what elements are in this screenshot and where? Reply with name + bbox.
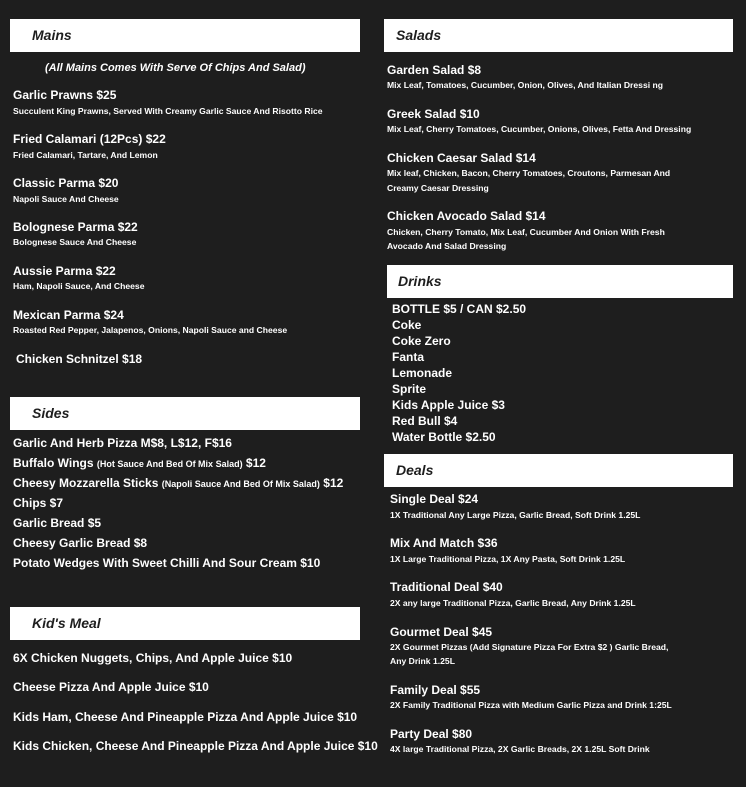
kids-title: Kid's Meal bbox=[32, 615, 101, 631]
menu-item-desc: Succulent King Prawns, Served With Creamy Garlic Sauce And Risotto Rice bbox=[13, 106, 323, 116]
kids-header bbox=[10, 607, 360, 640]
menu-item-name: Greek Salad $10 bbox=[387, 107, 480, 121]
deal-desc: 1X Traditional Any Large Pizza, Garlic Bread, Soft Drink 1.25L bbox=[390, 510, 641, 520]
deal-name: Single Deal $24 bbox=[390, 492, 479, 506]
menu-item-desc: Ham, Napoli Sauce, And Cheese bbox=[13, 281, 145, 291]
kids-item: 6X Chicken Nuggets, Chips, And Apple Juice $10 bbox=[13, 651, 293, 665]
menu-item-name: Classic Parma $20 bbox=[13, 176, 119, 190]
menu-item-desc: Chicken, Cherry Tomato, Mix Leaf, Cucumber And Onion With Fresh bbox=[387, 227, 665, 237]
salads-header bbox=[384, 19, 733, 52]
side-item-price: $12 bbox=[242, 456, 266, 470]
deals-header bbox=[384, 454, 733, 487]
side-item-detail: (Hot Sauce And Bed Of Mix Salad) bbox=[96, 459, 243, 469]
menu-item-desc: Bolognese Sauce And Cheese bbox=[13, 237, 137, 247]
deal-name: Family Deal $55 bbox=[390, 683, 481, 697]
deals-title: Deals bbox=[396, 462, 434, 478]
side-item bbox=[13, 476, 343, 490]
menu-item-name: Fried Calamari (12Pcs) $22 bbox=[13, 132, 166, 146]
menu-item-desc: Avocado And Salad Dressing bbox=[387, 241, 507, 251]
mains-note: (All Mains Comes With Serve Of Chips And Salad) bbox=[45, 62, 306, 74]
deal-desc: 2X any large Traditional Pizza, Garlic Bread, Any Drink 1.25L bbox=[390, 598, 636, 608]
side-item-name: Cheesy Mozzarella Sticks bbox=[13, 476, 162, 490]
side-item-detail: (Napoli Sauce And Bed Of Mix Salad) bbox=[161, 479, 320, 489]
menu-item-desc: Mix leaf, Chicken, Bacon, Cherry Tomatoes, Croutons, Parmesan And bbox=[387, 168, 671, 178]
side-item-name: Buffalo Wings bbox=[13, 456, 97, 470]
menu-item-desc: Napoli Sauce And Cheese bbox=[13, 194, 119, 204]
menu-item-name: Bolognese Parma $22 bbox=[13, 220, 138, 234]
deal-name: Party Deal $80 bbox=[390, 727, 473, 741]
menu-item-desc: Mix Leaf, Tomatoes, Cucumber, Onion, Olives, And Italian Dressi ng bbox=[387, 80, 664, 90]
menu-item-name: Chicken Caesar Salad $14 bbox=[387, 151, 536, 165]
drinks-header bbox=[387, 265, 733, 298]
deal-desc: 2X Family Traditional Pizza with Medium Garlic Pizza and Drink 1:25L bbox=[390, 700, 672, 710]
menu-item-name: Mexican Parma $24 bbox=[13, 308, 124, 322]
deal-name: Mix And Match $36 bbox=[390, 536, 498, 550]
menu-item-desc: Creamy Caesar Dressing bbox=[387, 183, 489, 193]
deal-desc: 2X Gourmet Pizzas (Add Signature Pizza For Extra $2 ) Garlic Bread, bbox=[390, 642, 669, 652]
drink-item: Water Bottle $2.50 bbox=[392, 430, 496, 444]
drink-item: Red Bull $4 bbox=[392, 414, 458, 428]
deal-desc: Any Drink 1.25L bbox=[390, 656, 455, 666]
mains-header bbox=[10, 19, 360, 52]
salads-title: Salads bbox=[396, 27, 442, 43]
drink-item: Lemonade bbox=[392, 366, 453, 380]
drink-item: BOTTLE $5 / CAN $2.50 bbox=[392, 302, 527, 316]
drink-item: Coke Zero bbox=[392, 334, 451, 348]
mains-title: Mains bbox=[32, 27, 72, 43]
kids-item: Kids Ham, Cheese And Pineapple Pizza And Apple Juice $10 bbox=[13, 710, 358, 724]
drink-item: Kids Apple Juice $3 bbox=[392, 398, 505, 412]
side-item: Chips $7 bbox=[13, 496, 64, 510]
menu-item-name: Garden Salad $8 bbox=[387, 63, 482, 77]
sides-title: Sides bbox=[32, 405, 70, 421]
deal-desc: 4X large Traditional Pizza, 2X Garlic Breads, 2X 1.25L Soft Drink bbox=[390, 744, 650, 754]
side-item bbox=[13, 456, 266, 470]
deal-name: Gourmet Deal $45 bbox=[390, 625, 493, 639]
sides-header bbox=[10, 397, 360, 430]
menu-item-name: Chicken Schnitzel $18 bbox=[16, 352, 143, 366]
kids-item: Kids Chicken, Cheese And Pineapple Pizza And Apple Juice $10 bbox=[13, 739, 378, 753]
side-item: Garlic And Herb Pizza M$8, L$12, F$16 bbox=[13, 436, 232, 450]
deal-desc: 1X Large Traditional Pizza, 1X Any Pasta, Soft Drink 1.25L bbox=[390, 554, 626, 564]
drink-item: Fanta bbox=[392, 350, 425, 364]
side-item: Potato Wedges With Sweet Chilli And Sour Cream $10 bbox=[13, 556, 321, 570]
menu-item-name: Aussie Parma $22 bbox=[13, 264, 116, 278]
drink-item: Sprite bbox=[392, 382, 427, 396]
deal-name: Traditional Deal $40 bbox=[390, 580, 503, 594]
side-item-price: $12 bbox=[319, 476, 344, 490]
side-item: Cheesy Garlic Bread $8 bbox=[13, 536, 148, 550]
side-item: Garlic Bread $5 bbox=[13, 516, 102, 530]
kids-item: Cheese Pizza And Apple Juice $10 bbox=[13, 680, 209, 694]
menu-item-desc: Fried Calamari, Tartare, And Lemon bbox=[13, 150, 158, 160]
menu-item-desc: Mix Leaf, Cherry Tomatoes, Cucumber, Onions, Olives, Fetta And Dressing bbox=[387, 124, 692, 134]
drink-item: Coke bbox=[392, 318, 422, 332]
menu-item-desc: Roasted Red Pepper, Jalapenos, Onions, Napoli Sauce and Cheese bbox=[13, 325, 288, 335]
drinks-title: Drinks bbox=[398, 273, 442, 289]
menu-item-name: Chicken Avocado Salad $14 bbox=[387, 209, 546, 223]
menu-item-name: Garlic Prawns $25 bbox=[13, 88, 117, 102]
